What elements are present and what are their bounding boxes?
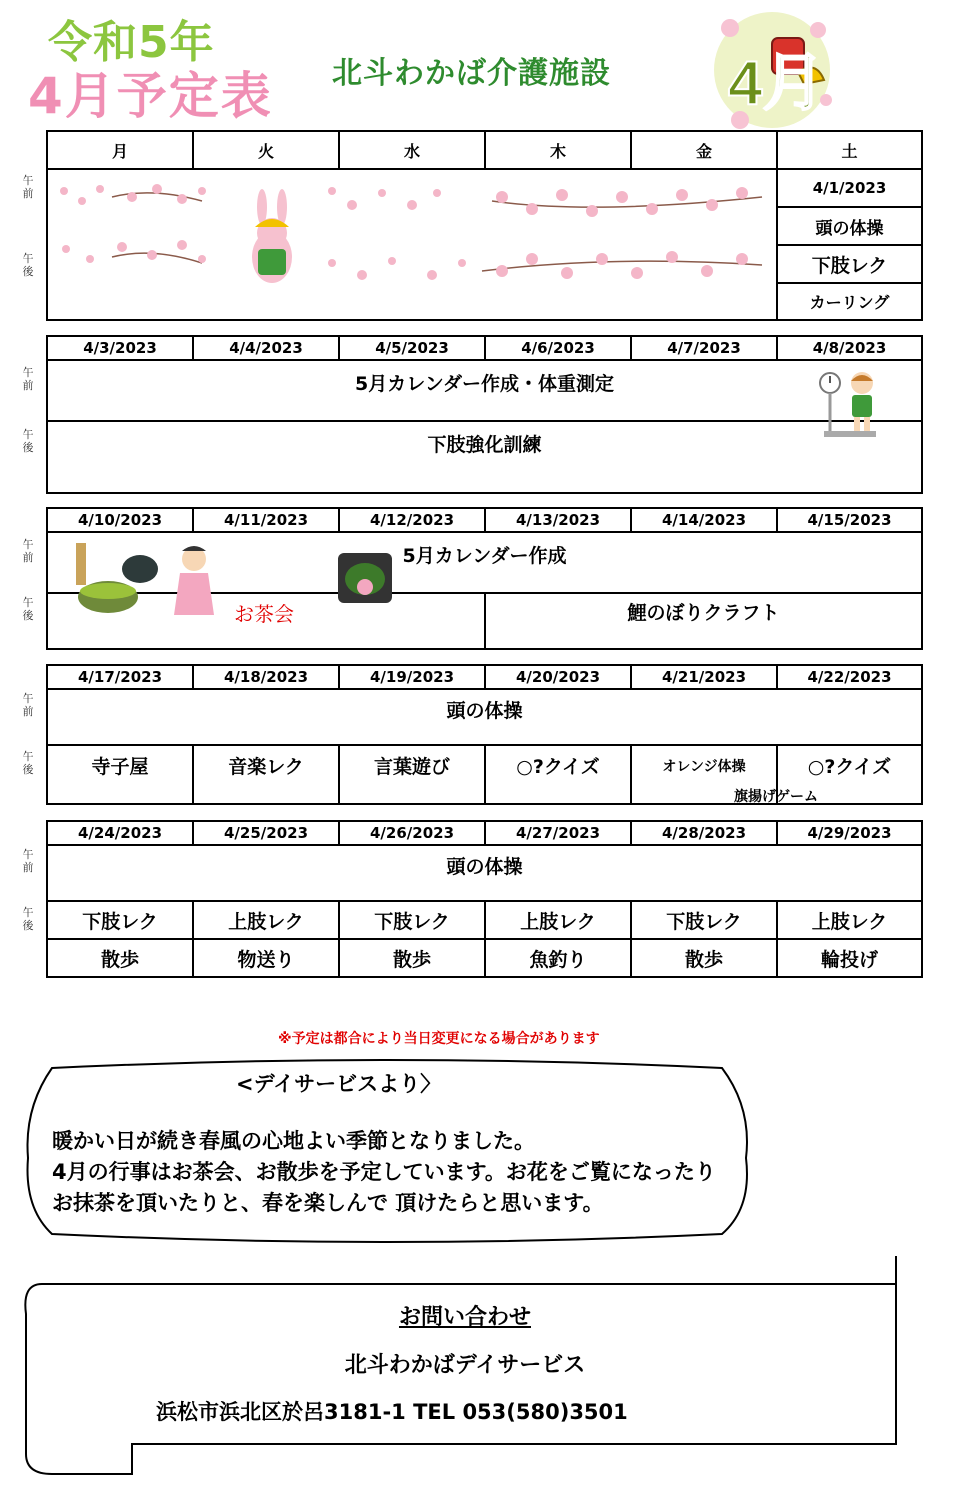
date-cell: 4/7/2023 xyxy=(632,337,778,361)
contact-title: お問い合わせ xyxy=(398,1305,531,1330)
pm-activity: 物送り xyxy=(194,940,340,976)
pm-activity: 言葉遊び xyxy=(340,746,486,803)
pm-activity: 音楽レク xyxy=(194,746,340,803)
day-header: 月 xyxy=(48,132,194,170)
pm-activity: オレンジ体操 xyxy=(632,746,778,803)
am-activity: 頭の体操 xyxy=(48,690,921,746)
date-cell: 4/22/2023 xyxy=(778,666,921,690)
message-title: <デイサービスより〉 xyxy=(236,1072,442,1096)
tea-party-label: お茶会 xyxy=(234,602,294,626)
message-body xyxy=(52,1126,716,1219)
pm-activity: 散歩 xyxy=(632,940,778,976)
date-cell: 4/27/2023 xyxy=(486,822,632,846)
sat-am-item: 頭の体操 xyxy=(778,208,921,246)
pm-activity: 鯉のぼりクラフト xyxy=(627,602,780,624)
date-cell: 4/25/2023 xyxy=(194,822,340,846)
am-label: 午前 xyxy=(22,692,34,718)
blossom-illustration xyxy=(48,170,778,319)
calendar-week-4 xyxy=(46,820,923,978)
date-cell: 4/4/2023 xyxy=(194,337,340,361)
date-cell: 4/13/2023 xyxy=(486,509,632,533)
date-cell: 4/11/2023 xyxy=(194,509,340,533)
pm-activity: ○?クイズ xyxy=(486,746,632,803)
day-header: 金 xyxy=(632,132,778,170)
contact-address: 浜松市浜北区於呂3181-1 TEL 053(580)3501 xyxy=(156,1400,628,1424)
date-cell: 4/14/2023 xyxy=(632,509,778,533)
am-label: 午前 xyxy=(22,538,34,564)
am-activity: 5月カレンダー作成・体重測定 xyxy=(48,361,921,422)
pm-label: 午後 xyxy=(22,596,34,622)
pm-activity: 上肢レク xyxy=(194,902,340,940)
date-cell: 4/1/2023 xyxy=(778,170,921,208)
pm-activity: 下肢レク xyxy=(48,902,194,940)
tea-illustration xyxy=(68,539,398,619)
sat-pm-item: カーリング xyxy=(809,293,890,312)
pm-label: 午後 xyxy=(22,252,34,278)
date-cell: 4/19/2023 xyxy=(340,666,486,690)
am-activity: 頭の体操 xyxy=(48,846,921,902)
date-cell: 4/21/2023 xyxy=(632,666,778,690)
date-cell: 4/3/2023 xyxy=(48,337,194,361)
date-cell: 4/28/2023 xyxy=(632,822,778,846)
date-cell: 4/6/2023 xyxy=(486,337,632,361)
date-cell: 4/5/2023 xyxy=(340,337,486,361)
pm-activity: 輪投げ xyxy=(820,948,878,971)
month-title: 4月予定表 xyxy=(28,67,273,125)
weighing-illustration xyxy=(818,367,886,441)
sat-pm-item: 下肢レク xyxy=(778,246,921,284)
date-cell: 4/10/2023 xyxy=(48,509,194,533)
message-line: 暖かい日が続き春風の心地よい季節となりました。 xyxy=(52,1129,535,1153)
date-cell: 4/15/2023 xyxy=(778,509,921,533)
date-cell: 4/24/2023 xyxy=(48,822,194,846)
calendar-week-3 xyxy=(46,664,923,805)
pm-activity: 寺子屋 xyxy=(48,746,194,803)
pm-activity: 散歩 xyxy=(340,940,486,976)
am-label: 午前 xyxy=(22,848,34,874)
pm-activity: 上肢レク xyxy=(486,902,632,940)
pm-activity: 下肢レク xyxy=(340,902,486,940)
pm-activity: 上肢レク xyxy=(778,902,921,940)
message-line: お抹茶を頂いたりと、春を楽しんで 頂けたらと思います。 xyxy=(52,1191,604,1215)
date-cell: 4/26/2023 xyxy=(340,822,486,846)
day-header: 水 xyxy=(340,132,486,170)
message-line: 4月の行事はお茶会、お散歩を予定しています。お花をご覧になったり xyxy=(52,1160,716,1184)
badge-number: 4月 xyxy=(728,49,825,118)
pm-label: 午後 xyxy=(22,750,34,776)
date-cell: 4/20/2023 xyxy=(486,666,632,690)
pm-activity: 下肢強化訓練 xyxy=(427,434,542,456)
pm-label: 午後 xyxy=(22,428,34,454)
day-header: 木 xyxy=(486,132,632,170)
date-cell: 4/18/2023 xyxy=(194,666,340,690)
date-cell: 4/12/2023 xyxy=(340,509,486,533)
am-activity: 5月カレンダー作成 xyxy=(48,533,921,594)
pm-activity: 下肢レク xyxy=(632,902,778,940)
pm-label: 午後 xyxy=(22,906,34,932)
flag-game-label: 旗揚げゲーム xyxy=(734,789,818,805)
am-label: 午前 xyxy=(22,174,34,200)
date-cell: 4/29/2023 xyxy=(778,822,921,846)
facility-name: 北斗わかば介護施設 xyxy=(332,56,611,91)
month-badge xyxy=(708,4,836,132)
contact-name: 北斗わかばデイサービス xyxy=(344,1353,586,1378)
calendar-week-2 xyxy=(46,507,923,650)
date-cell: 4/17/2023 xyxy=(48,666,194,690)
pm-activity: ○?クイズ xyxy=(807,756,892,778)
calendar-week-0 xyxy=(46,130,923,321)
am-label: 午前 xyxy=(22,366,34,392)
day-header: 火 xyxy=(194,132,340,170)
day-header: 土 xyxy=(778,132,921,170)
year-title: 令和5年 xyxy=(48,17,215,68)
calendar-week-1 xyxy=(46,335,923,494)
date-cell: 4/8/2023 xyxy=(778,337,921,361)
pm-activity: 散歩 xyxy=(48,940,194,976)
schedule-notice: ※予定は都合により当日変更になる場合があります xyxy=(278,1031,600,1047)
pm-activity: 魚釣り xyxy=(486,940,632,976)
